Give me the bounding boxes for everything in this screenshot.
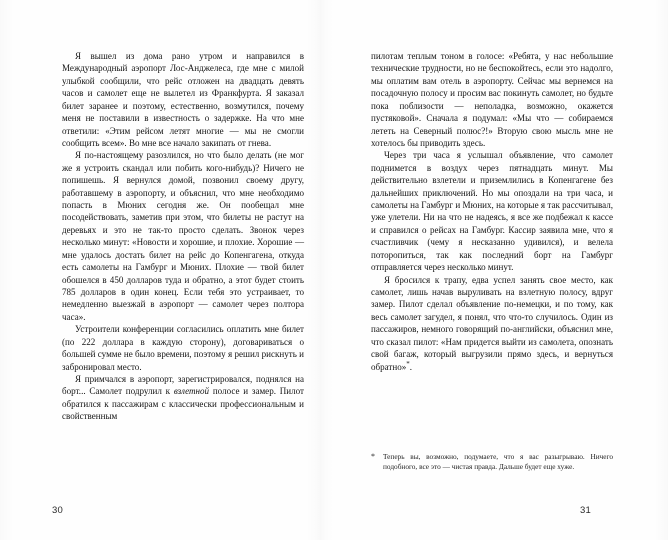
footnote-reference-marker: * (406, 359, 410, 368)
paragraph: Устроители конференции согласились оплатить мне билет (по 222 доллара в каждую сторону), договариваться о большей сумме не было времени, поэтому я решил рискнуть и забронировал место. (62, 324, 304, 372)
footnote-marker: * (371, 452, 375, 461)
page-number-right: 31 (580, 505, 591, 516)
paragraph-with-italic (62, 373, 304, 423)
paragraph-text: Я примчался в аэропорт, зарегистрировался, поднялся на борт... Самолет подрулил к взлетной полосе и замер. Пилот обратился к пассажирам с классически профессиональным и свойственным (62, 373, 304, 422)
italic-phrase: взлетной (173, 386, 210, 397)
right-page-text-column (371, 50, 613, 373)
footnote-text: Теперь вы, возможно, подумаете, что я вас разыгрываю. Ничего подобного, все это — чистая правда. Дальше будет еще хуже. (383, 452, 613, 472)
paragraph: Я вышел из дома рано утром и направился в Международный аэропорт Лос-Анджелеса, где мне с милой улыбкой сообщили, что рейс отложен на двадцать девять часов и самолет еще не вылетел из Франкфурта. Я заказал билет заранее и поэтому, естественно, возмутился, почему меня не поставили в известность о задержке. На что мне ответили: «Этим рейсом летят многие — мы не смогли сообщить всем». Во мне все начало закипать от гнева. (62, 51, 304, 148)
paragraph-continuation: пилотам теплым тоном в голосе: «Ребята, у нас небольшие технические трудности, но не беспокойтесь, если это надолго, мы оплатим вам отель в аэропорту. Сейчас мы вернемся на посадочную полосу и просим вас покинуть самолет, но будьте пока поблизости — неполадка, возможно, окажется пустяковой». Сначала я подумал: «Мы что — собираемся лететь на Северный полюс?!» Вторую свою мысль мне не хотелось бы приводить здесь. (371, 51, 613, 148)
paragraph: Через три часа я услышал объявление, что самолет поднимется в воздух через пятнадцать минут. Мы действительно взлетели и приземлились в Копенгагене без дальнейших приключений. Но мы опоздали на три часа, и самолеты на Гамбург и Мюних, на которые я так рассчитывал, уже улетели. Ни на что не надеясь, я все же подбежал к кассе и справился о рейсах на Гамбург. Кассир заявила мне, что я счастливчик (чему я несказанно удивился), и велела поторопиться, так как последний борт на Гамбург отправляется через несколько минут. (371, 150, 613, 273)
paragraph-text: Я бросился к трапу, едва успел занять свое место, как самолет, лишь начав выруливать на взлетную полосу, вдруг замер. Пилот сделал объявление по-немецки, и по тому, как весь самолет загудел, я понял, что что-то случилось. Один из пассажиров, немного говорящий по-английски, объяснил мне, что сказал пилот: «Нам придется выйти из самолета, опознать свой багаж, который выгрузили прямо здесь, и вернуться обратно» (371, 274, 613, 372)
paragraph-with-footnote-ref: Я бросился к трапу, едва успел занять свое место, как самолет, лишь начав выруливать на взлетную полосу, вдруг замер. Пилот сделал объявление по-немецки, и по тому, как весь самолет загудел, я понял, что что-то случилось. Один из пассажиров, немного говорящий по-английски, объяснил мне, что сказал пилот: «Нам придется выйти из самолета, опознать свой багаж, который выгрузили прямо здесь, и вернуться обратно»*. (371, 274, 613, 372)
page-number-left: 30 (52, 505, 63, 516)
footnote-block (371, 452, 613, 473)
paragraph: Я по-настоящему разозлился, но что было делать (не мог же я устроить скандал или побить кого-нибудь)? Ничего не попишешь. Я вернулся домой, позвонил своему другу, работавшему в аэропорту, и объяснил, что мне необходимо попасть в Мюних сегодня же. Он пообещал мне посодействовать, заметив при этом, что билеты не растут на деревьях и это не так-то просто сделать. Звонок через несколько минут: «Новости и хорошие, и плохие. Хорошие — мне удалось достать билет на рейс до Копенгагена, откуда есть самолеты на Гамбург и Мюних. Плохие — твой билет обошелся в 450 долларов туда и обратно, а этот будет стоить 785 долларов в один конец. Если тебя это устраивает, то немедленно выезжай в аэропорт — самолет через полтора часа». (62, 150, 304, 322)
left-page-text-column (62, 50, 304, 423)
